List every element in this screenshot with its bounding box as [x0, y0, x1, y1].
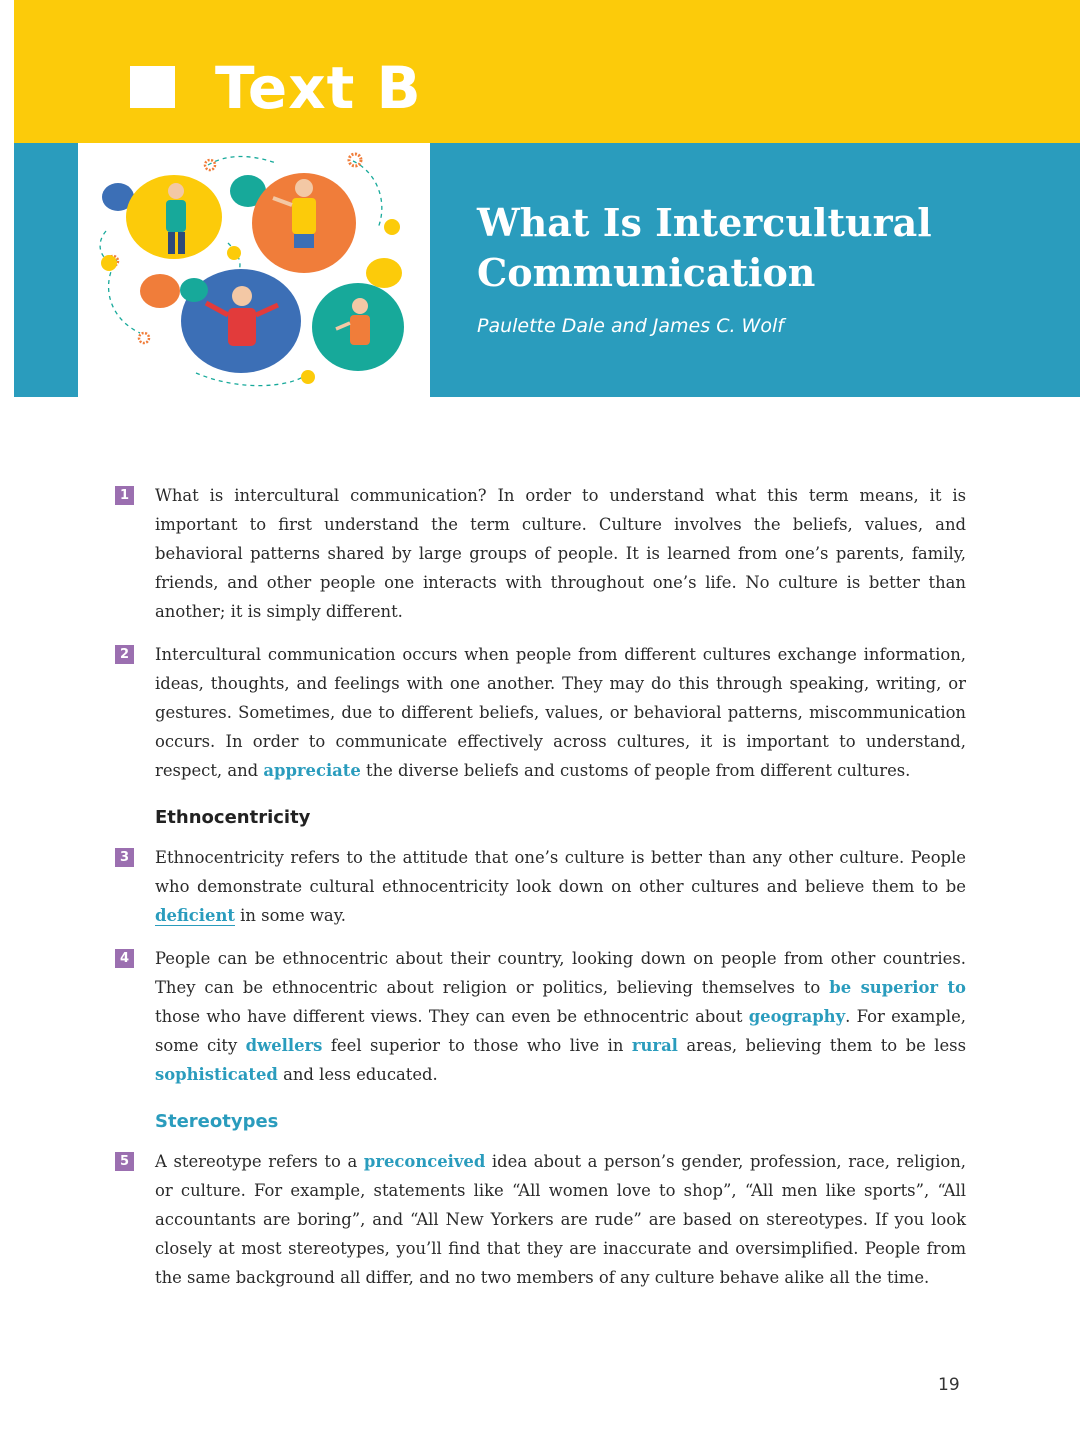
paragraph-number: 4 [115, 949, 134, 968]
article-body [115, 481, 966, 1306]
keyword-appreciate[interactable]: appreciate [263, 761, 361, 780]
section-marker-square [130, 66, 175, 108]
paragraph-4 [115, 944, 966, 1089]
keyword-dwellers[interactable]: dwellers [245, 1036, 323, 1055]
article-authors: Paulette Dale and James C. Wolf [477, 315, 784, 337]
keyword-be-superior-to[interactable]: be superior to [829, 978, 966, 997]
paragraph-text: idea about a person’s gender, profession, race, religion, or culture. For example, statements like “All women love to shop”, “All men like sports”, “All accountants are boring”, and “All New Yorkers are rude” are based on stereotypes. If you look closely at most stereotypes, you’ll find that they are inaccurate and oversimplified. People from the same background all differ, and no two members of any culture behave alike all the time. [155, 1152, 966, 1287]
section-label: Text B [215, 54, 422, 122]
paragraph-text: Intercultural communication occurs when people from different cultures exchange information, ideas, thoughts, and feelings with one another. They may do this through speaking, writing, or gestures. Sometimes, due to different beliefs, values, or behavioral patterns, miscommunication occurs. In order to communicate effectively across cultures, it is important to understand, respect, and [155, 645, 966, 780]
keyword-geography[interactable]: geography [748, 1007, 846, 1026]
paragraph-text: areas, believing them to be less [677, 1036, 966, 1055]
paragraph-text: those who have different views. They can even be ethnocentric about [155, 1007, 749, 1026]
paragraph-text: the diverse beliefs and customs of people from different cultures. [360, 761, 911, 780]
paragraph-3 [115, 843, 966, 930]
paragraph-1 [115, 481, 966, 626]
paragraph-number: 3 [115, 848, 134, 867]
paragraph-text: A stereotype refers to a [155, 1152, 364, 1171]
keyword-sophisticated[interactable]: sophisticated [155, 1065, 278, 1084]
keyword-deficient[interactable]: deficient [155, 906, 235, 925]
paragraph-text: feel superior to those who live in [322, 1036, 632, 1055]
people-chatting-illustration [78, 143, 430, 397]
paragraph-5 [115, 1147, 966, 1292]
paragraph-text: Ethnocentricity refers to the attitude that one’s culture is better than any other culture. People who demonstrate cultural ethnocentricity look down on other cultures and believe them to be [155, 848, 966, 896]
section-heading-stereotypes: Stereotypes [155, 1111, 279, 1132]
section-heading-ethnocentricity: Ethnocentricity [155, 807, 311, 828]
page-number: 19 [938, 1375, 960, 1395]
paragraph-number: 1 [115, 486, 134, 505]
paragraph-text: and less educated. [277, 1065, 438, 1084]
paragraph-text: in some way. [234, 906, 346, 925]
paragraph-text: What is intercultural communication? In order to understand what this term means, it is important to first understand the term culture. Culture involves the beliefs, values, and behavioral patterns shared by large groups of people. It is learned from one’s parents, family, friends, and other people one interacts with throughout one’s life. No culture is better than another; it is simply different. [155, 486, 966, 621]
paragraph-2 [115, 640, 966, 785]
keyword-rural[interactable]: rural [631, 1036, 678, 1055]
article-title-line: Communication [477, 250, 816, 295]
paragraph-number: 5 [115, 1152, 134, 1171]
article-title [477, 198, 1037, 298]
paragraph-text: People can be ethnocentric about their country, looking down on people from other countries. They can be ethnocentric about religion or politics, believing themselves to [155, 949, 966, 997]
paragraph-text: . For example, some city [155, 1007, 966, 1055]
article-title-line: What Is Intercultural [477, 200, 932, 245]
keyword-preconceived[interactable]: preconceived [363, 1152, 486, 1171]
paragraph-number: 2 [115, 645, 134, 664]
